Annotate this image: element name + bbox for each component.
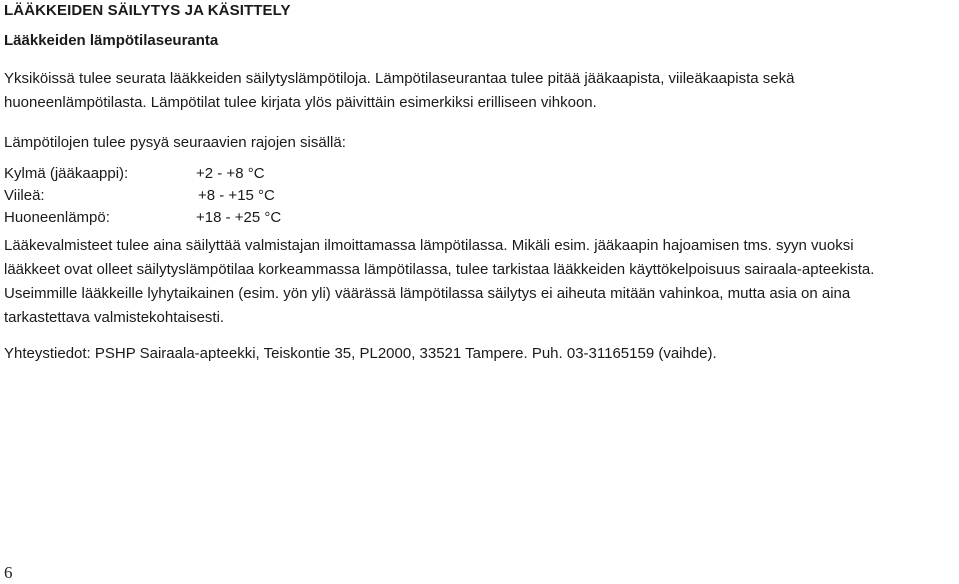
guidance-line: tarkastettava valmistekohtaisesti. [4, 309, 225, 326]
range-value: +18 - +25 °C [196, 209, 282, 226]
page-title: LÄÄKKEIDEN SÄILYTYS JA KÄSITTELY [4, 2, 291, 19]
guidance-line: Useimmille lääkkeille lyhytaikainen (esim. yön yli) väärässä lämpötilassa säilytys ei aiheuta mitään vahinkoa, mutta asia on aina [4, 285, 851, 302]
limits-intro-text: Lämpötilojen tulee pysyä seuraavien rajojen sisällä: [4, 134, 346, 151]
intro-line: huoneenlämpötilasta. Lämpötilat tulee kirjata ylös päivittäin esimerkiksi erilliseen vihkoon. [4, 94, 597, 111]
guidance-line: Lääkevalmisteet tulee aina säilyttää valmistajan ilmoittamassa lämpötilassa. Mikäli esim. jääkaapin hajoamisen tms. syyn vuoksi [4, 237, 854, 254]
range-label: Kylmä (jääkaappi): [4, 165, 129, 182]
page-number: 6 [4, 563, 13, 582]
section-title: Lääkkeiden lämpötilaseuranta [4, 32, 219, 49]
range-label: Huoneenlämpö: [4, 209, 110, 226]
range-value: +2 - +8 °C [196, 165, 265, 182]
guidance-line: lääkkeet ovat olleet säilytyslämpötilaa korkeammassa lämpötilassa, tulee tarkistaa lääkkeiden käyttökelpoisuus sairaala-apteekista. [4, 261, 875, 278]
intro-paragraph [4, 67, 794, 115]
range-value: +8 - +15 °C [198, 187, 275, 204]
intro-line: Yksiköissä tulee seurata lääkkeiden säilytyslämpötiloja. Lämpötilaseurantaa tulee pitää jääkaapista, viileäkaapista sekä [4, 70, 795, 87]
storage-guidance-paragraph [4, 234, 874, 330]
contact-info: Yhteystiedot: PSHP Sairaala-apteekki, Teiskontie 35, PL2000, 33521 Tampere. Puh. 03-31165159 (vaihde). [4, 345, 717, 362]
range-label: Viileä: [4, 187, 45, 204]
